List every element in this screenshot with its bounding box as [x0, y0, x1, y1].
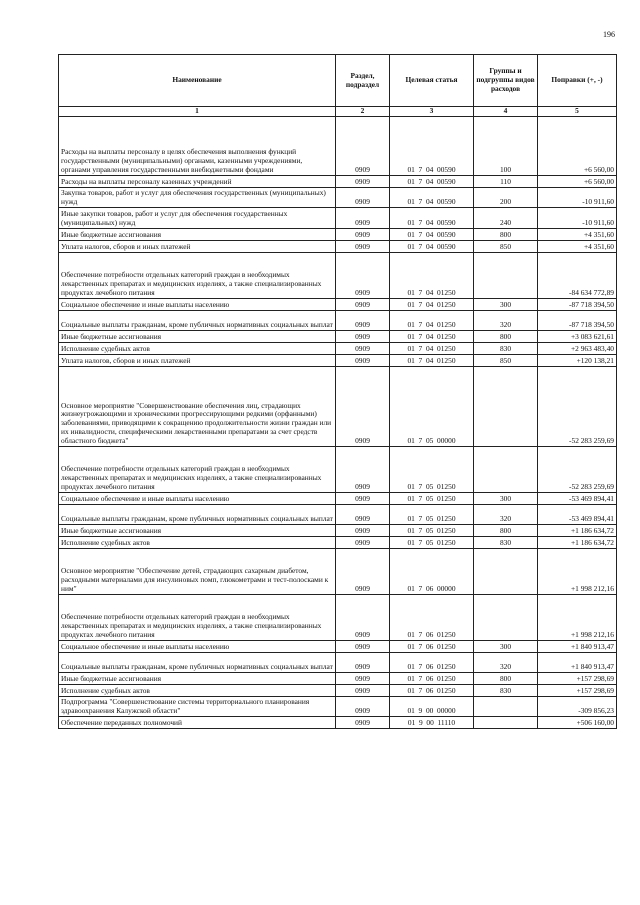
row-target: 01 7 05 01250: [390, 446, 474, 492]
row-name: Подпрограмма "Совершенствование системы территориального планирования здравоохранения Калужской области": [59, 696, 336, 716]
row-amount: +4 351,60: [538, 240, 617, 252]
table-row: [59, 684, 617, 696]
row-expense-type: [474, 548, 538, 594]
row-target: 01 7 06 01250: [390, 652, 474, 672]
row-expense-type: [474, 252, 538, 298]
row-target: 01 7 06 01250: [390, 684, 474, 696]
column-number: 1: [59, 107, 336, 117]
table-row: [59, 716, 617, 728]
row-section: 0909: [336, 684, 390, 696]
row-section: 0909: [336, 354, 390, 366]
row-section: 0909: [336, 640, 390, 652]
row-target: 01 7 04 01250: [390, 252, 474, 298]
column-number: 2: [336, 107, 390, 117]
row-section: 0909: [336, 298, 390, 310]
row-target: 01 9 00 11110: [390, 716, 474, 728]
row-target: 01 7 06 01250: [390, 672, 474, 684]
table-row: [59, 696, 617, 716]
row-name: Уплата налогов, сборов и иных платежей: [59, 354, 336, 366]
row-amount: -87 718 394,50: [538, 298, 617, 310]
table-row: [59, 536, 617, 548]
row-section: 0909: [336, 330, 390, 342]
row-amount: +6 560,00: [538, 175, 617, 187]
column-number: 5: [538, 107, 617, 117]
header-row: [59, 55, 617, 107]
row-expense-type: 800: [474, 330, 538, 342]
row-section: 0909: [336, 446, 390, 492]
column-number: 4: [474, 107, 538, 117]
row-amount: -52 283 259,69: [538, 366, 617, 446]
row-section: 0909: [336, 366, 390, 446]
row-amount: -53 469 894,41: [538, 504, 617, 524]
row-name: Иные бюджетные ассигнования: [59, 672, 336, 684]
row-section: 0909: [336, 492, 390, 504]
row-expense-type: 320: [474, 310, 538, 330]
row-amount: +157 298,69: [538, 672, 617, 684]
table-row: [59, 310, 617, 330]
row-section: 0909: [336, 116, 390, 175]
row-target: 01 7 04 01250: [390, 298, 474, 310]
row-amount: -10 911,60: [538, 207, 617, 228]
row-section: 0909: [336, 504, 390, 524]
row-target: 01 7 06 01250: [390, 640, 474, 652]
table-row: [59, 116, 617, 175]
row-amount: -52 283 259,69: [538, 446, 617, 492]
row-target: 01 7 06 01250: [390, 594, 474, 640]
row-target: 01 7 04 01250: [390, 310, 474, 330]
row-amount: +2 963 483,40: [538, 342, 617, 354]
row-amount: -53 469 894,41: [538, 492, 617, 504]
row-name: Закупка товаров, работ и услуг для обеспечения государственных (муниципальных) нужд: [59, 187, 336, 207]
row-name: Обеспечение переданных полномочий: [59, 716, 336, 728]
table-row: [59, 640, 617, 652]
row-target: 01 7 04 00590: [390, 240, 474, 252]
row-name: Исполнение судебных актов: [59, 536, 336, 548]
row-section: 0909: [336, 342, 390, 354]
row-section: 0909: [336, 696, 390, 716]
header-target: Целевая статья: [390, 55, 474, 107]
row-amount: -309 856,23: [538, 696, 617, 716]
row-name: Социальные выплаты гражданам, кроме публичных нормативных социальных выплат: [59, 652, 336, 672]
row-name: Исполнение судебных актов: [59, 342, 336, 354]
budget-table: [58, 54, 617, 729]
row-expense-type: 830: [474, 536, 538, 548]
row-amount: +1 186 634,72: [538, 536, 617, 548]
table-row: [59, 446, 617, 492]
row-name: Обеспечение потребности отдельных категорий граждан в необходимых лекарственных препаратах и медицинских изделиях, а также специализированных продуктах лечебного питания: [59, 446, 336, 492]
row-expense-type: 300: [474, 492, 538, 504]
row-amount: -84 634 772,89: [538, 252, 617, 298]
table-row: [59, 187, 617, 207]
header-name: Наименование: [59, 55, 336, 107]
row-target: 01 7 04 00590: [390, 207, 474, 228]
row-target: 01 7 04 00590: [390, 116, 474, 175]
row-section: 0909: [336, 228, 390, 240]
row-section: 0909: [336, 716, 390, 728]
row-expense-type: 850: [474, 354, 538, 366]
header-amount: Поправки (+, -): [538, 55, 617, 107]
row-target: 01 7 05 01250: [390, 524, 474, 536]
table-row: [59, 652, 617, 672]
row-section: 0909: [336, 652, 390, 672]
row-expense-type: [474, 446, 538, 492]
row-expense-type: 320: [474, 504, 538, 524]
row-amount: +506 160,00: [538, 716, 617, 728]
row-name: Иные бюджетные ассигнования: [59, 228, 336, 240]
row-section: 0909: [336, 524, 390, 536]
row-expense-type: 800: [474, 524, 538, 536]
table-row: [59, 228, 617, 240]
row-target: 01 7 04 00590: [390, 228, 474, 240]
row-target: 01 7 05 01250: [390, 504, 474, 524]
row-name: Социальное обеспечение и иные выплаты населению: [59, 492, 336, 504]
table-row: [59, 240, 617, 252]
row-expense-type: 300: [474, 640, 538, 652]
row-amount: -10 911,60: [538, 187, 617, 207]
row-amount: +157 298,69: [538, 684, 617, 696]
row-target: 01 7 04 01250: [390, 342, 474, 354]
column-number: 3: [390, 107, 474, 117]
row-name: Расходы на выплаты персоналу казенных учреждений: [59, 175, 336, 187]
row-name: Социальные выплаты гражданам, кроме публичных нормативных социальных выплат: [59, 504, 336, 524]
row-name: Социальные выплаты гражданам, кроме публичных нормативных социальных выплат: [59, 310, 336, 330]
row-name: Иные закупки товаров, работ и услуг для обеспечения государственных (муниципальных) нужд: [59, 207, 336, 228]
table-row: [59, 366, 617, 446]
row-amount: +1 840 913,47: [538, 640, 617, 652]
row-expense-type: 100: [474, 116, 538, 175]
row-name: Иные бюджетные ассигнования: [59, 330, 336, 342]
row-name: Обеспечение потребности отдельных категорий граждан в необходимых лекарственных препаратах и медицинских изделиях, а также специализированных продуктах лечебного питания: [59, 252, 336, 298]
table-row: [59, 342, 617, 354]
row-section: 0909: [336, 594, 390, 640]
row-section: 0909: [336, 207, 390, 228]
table-row: [59, 504, 617, 524]
page-number: 196: [603, 30, 615, 39]
row-name: Уплата налогов, сборов и иных платежей: [59, 240, 336, 252]
row-amount: +4 351,60: [538, 228, 617, 240]
table-row: [59, 298, 617, 310]
row-target: 01 7 04 01250: [390, 354, 474, 366]
row-amount: +3 083 621,61: [538, 330, 617, 342]
table-row: [59, 492, 617, 504]
row-section: 0909: [336, 536, 390, 548]
row-section: 0909: [336, 252, 390, 298]
table-row: [59, 548, 617, 594]
row-expense-type: [474, 366, 538, 446]
row-name: Расходы на выплаты персоналу в целях обеспечения выполнения функций государственными (муниципальными) органами, казенными учреждениями, органами управления государственными внебюджетными фондами: [59, 116, 336, 175]
row-section: 0909: [336, 175, 390, 187]
row-expense-type: 850: [474, 240, 538, 252]
row-amount: +1 840 913,47: [538, 652, 617, 672]
row-expense-type: 200: [474, 187, 538, 207]
row-name: Иные бюджетные ассигнования: [59, 524, 336, 536]
header-section: Раздел, подраздел: [336, 55, 390, 107]
row-amount: +6 560,00: [538, 116, 617, 175]
row-name: Основное мероприятие "Совершенствование обеспечения лиц, страдающих жизнеугрожающими и хроническими прогрессирующими редкими (орфанными) заболеваниями, приводящими к сокращению продолжительности жизни граждан или их инвалидности, специфическими лекарственными препаратами за счет средств областного бюджета": [59, 366, 336, 446]
row-target: 01 7 05 00000: [390, 366, 474, 446]
table-row: [59, 252, 617, 298]
row-section: 0909: [336, 310, 390, 330]
table-row: [59, 354, 617, 366]
table-row: [59, 207, 617, 228]
row-expense-type: 320: [474, 652, 538, 672]
row-section: 0909: [336, 187, 390, 207]
row-section: 0909: [336, 672, 390, 684]
row-target: 01 7 06 00000: [390, 548, 474, 594]
table-row: [59, 672, 617, 684]
row-name: Социальное обеспечение и иные выплаты населению: [59, 298, 336, 310]
row-target: 01 7 04 01250: [390, 330, 474, 342]
column-number-row: [59, 107, 617, 117]
row-section: 0909: [336, 240, 390, 252]
row-name: Основное мероприятие "Обеспечение детей, страдающих сахарным диабетом, расходными материалами для инсулиновых помп, глюкометрами и тест-полосками к ним": [59, 548, 336, 594]
row-name: Обеспечение потребности отдельных категорий граждан в необходимых лекарственных препаратах и медицинских изделиях, а также специализированных продуктах лечебного питания: [59, 594, 336, 640]
row-target: 01 7 05 01250: [390, 536, 474, 548]
row-target: 01 9 00 00000: [390, 696, 474, 716]
row-target: 01 7 04 00590: [390, 187, 474, 207]
row-amount: +120 138,21: [538, 354, 617, 366]
row-expense-type: 240: [474, 207, 538, 228]
row-amount: +1 998 212,16: [538, 548, 617, 594]
row-expense-type: 110: [474, 175, 538, 187]
row-amount: +1 998 212,16: [538, 594, 617, 640]
row-expense-type: 830: [474, 684, 538, 696]
row-expense-type: [474, 594, 538, 640]
row-expense-type: 830: [474, 342, 538, 354]
row-expense-type: 300: [474, 298, 538, 310]
row-target: 01 7 04 00590: [390, 175, 474, 187]
row-target: 01 7 05 01250: [390, 492, 474, 504]
row-expense-type: 800: [474, 228, 538, 240]
table-row: [59, 524, 617, 536]
row-name: Исполнение судебных актов: [59, 684, 336, 696]
header-group: Группы и подгруппы видов расходов: [474, 55, 538, 107]
table-row: [59, 594, 617, 640]
row-expense-type: [474, 696, 538, 716]
row-amount: -87 718 394,50: [538, 310, 617, 330]
row-section: 0909: [336, 548, 390, 594]
table-row: [59, 175, 617, 187]
row-expense-type: [474, 716, 538, 728]
row-expense-type: 800: [474, 672, 538, 684]
table-row: [59, 330, 617, 342]
row-name: Социальное обеспечение и иные выплаты населению: [59, 640, 336, 652]
row-amount: +1 186 634,72: [538, 524, 617, 536]
